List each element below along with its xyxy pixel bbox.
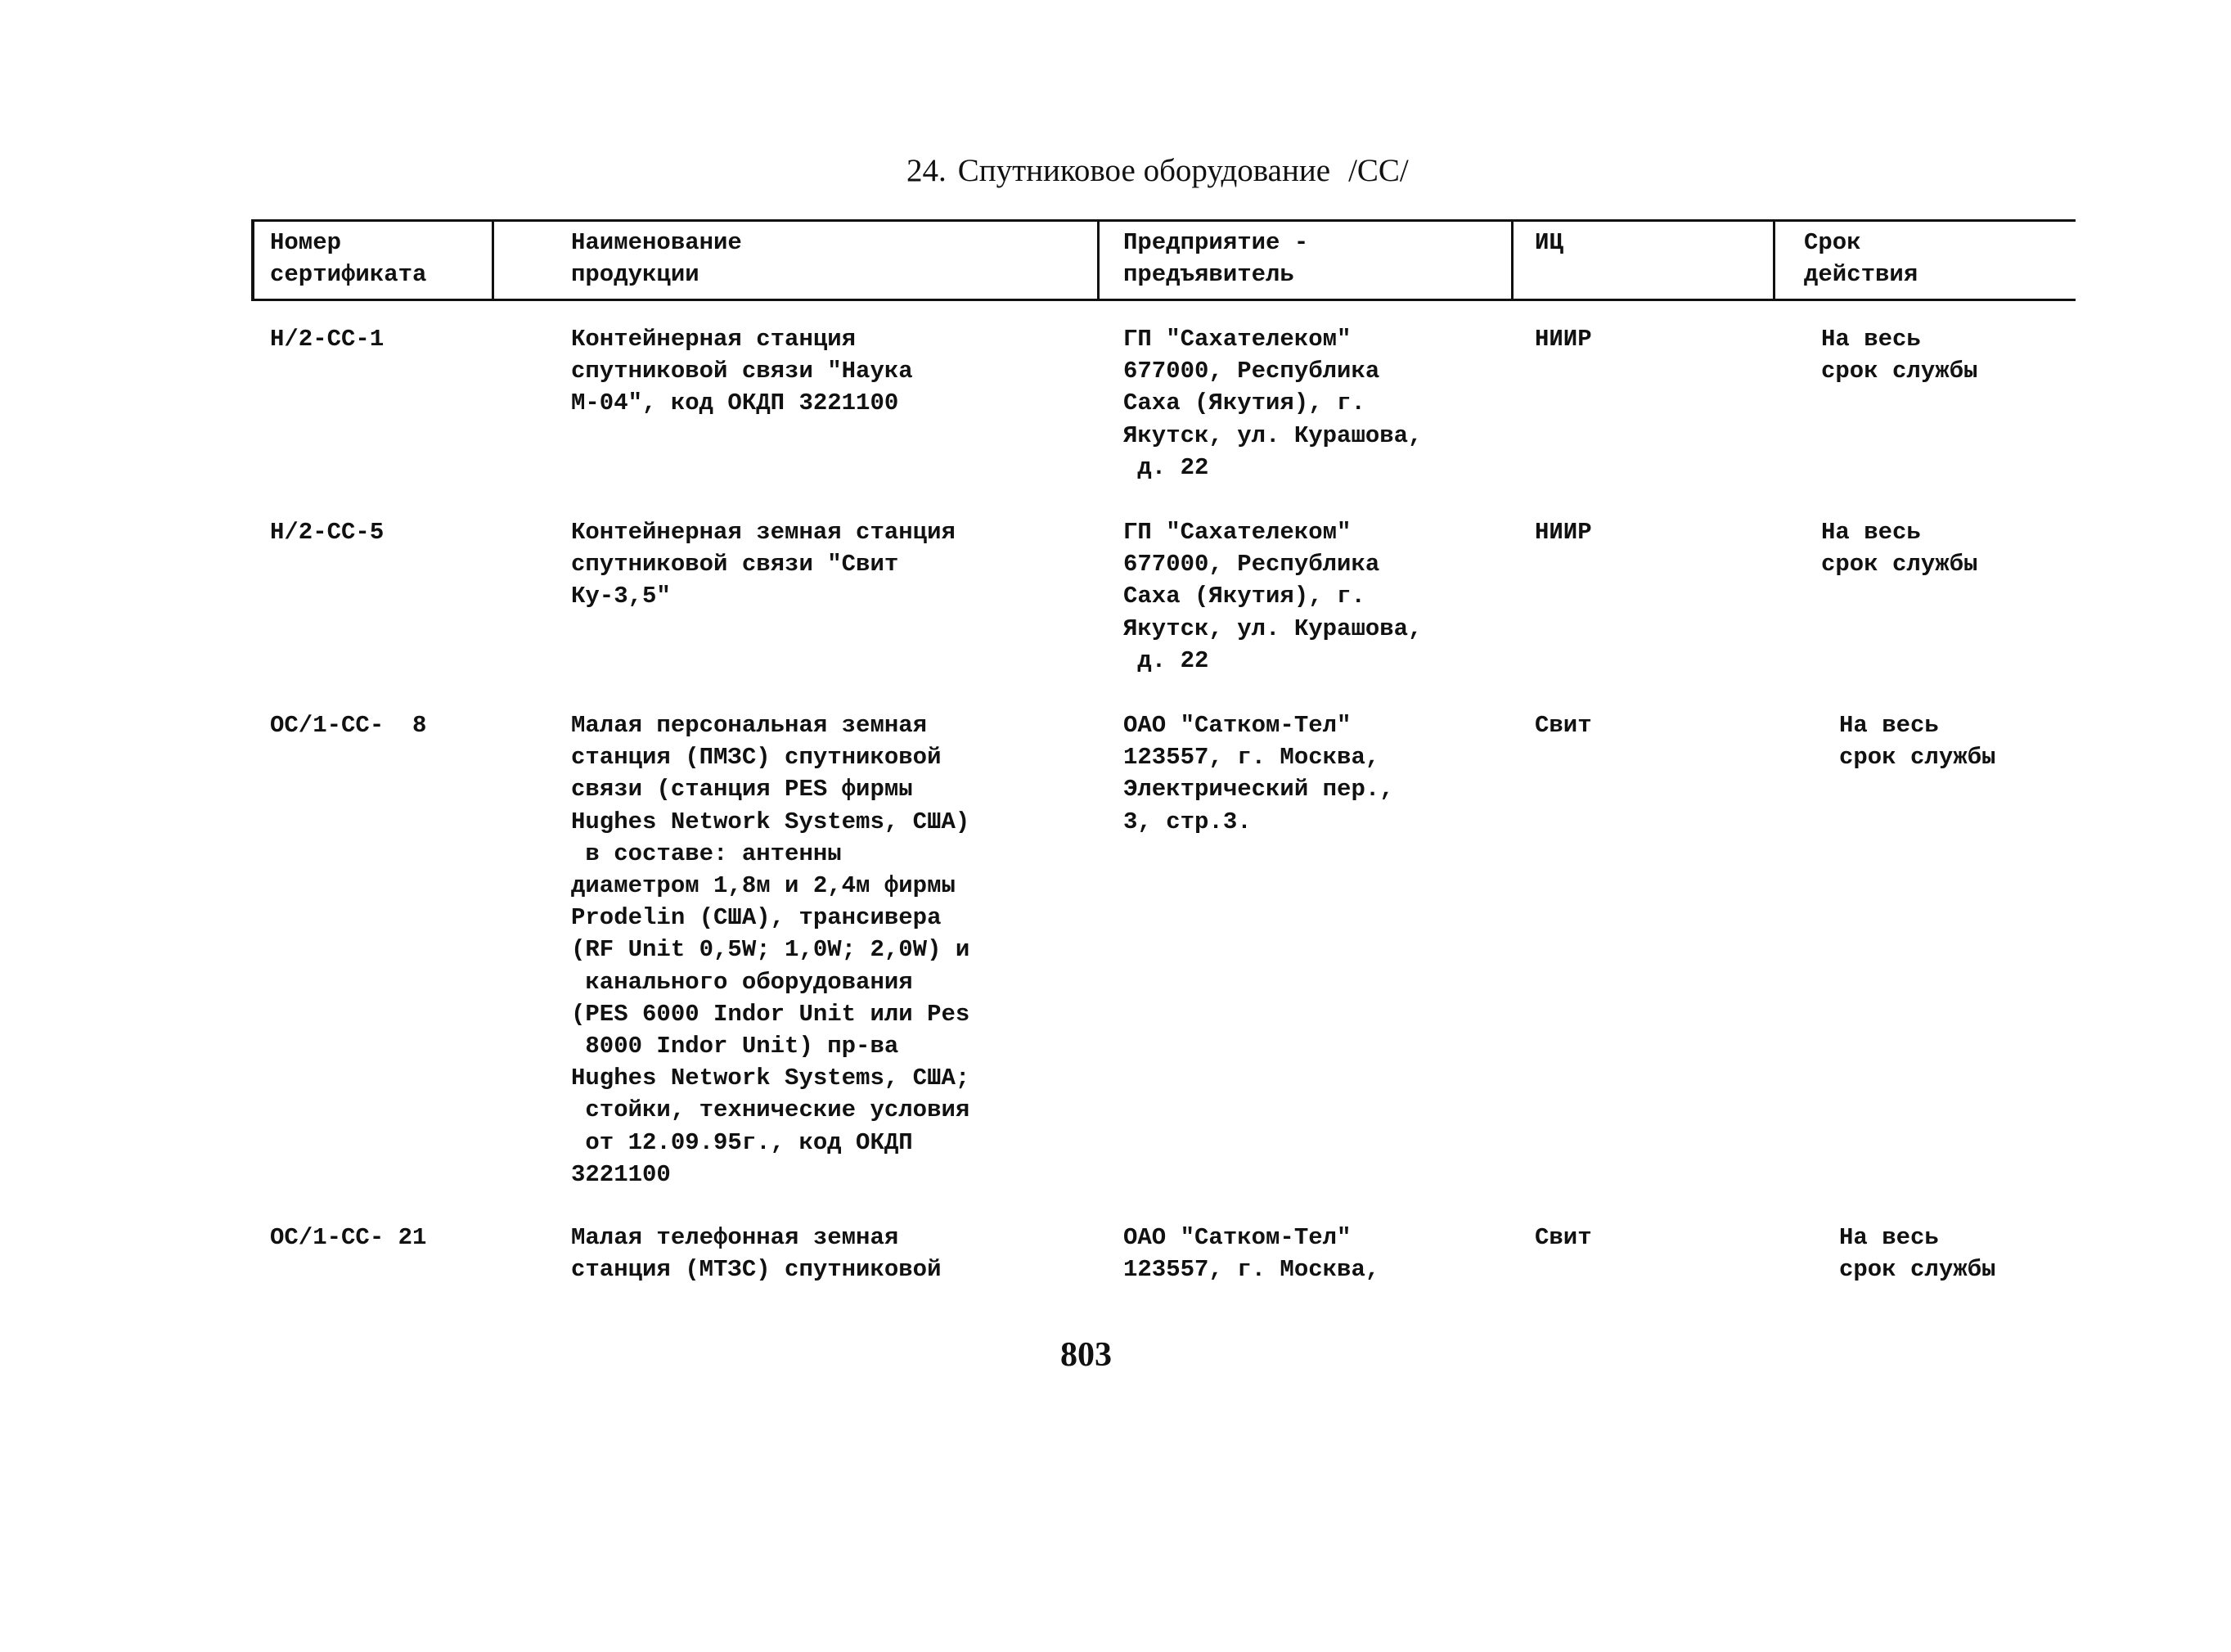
header-divider [1097, 219, 1100, 301]
section-title: Спутниковое оборудование [957, 153, 1331, 188]
cert-number: Н/2-СС-5 [270, 519, 385, 546]
cert-number: ОС/1-СС- 21 [270, 1224, 427, 1251]
column-header-cert: Номер сертификата [270, 229, 427, 288]
validity-term: На весь срок службы [1839, 1224, 1996, 1284]
testing-center: НИИР [1535, 519, 1592, 546]
applicant: ГП "Сахателеком" 677000, Республика Саха (Якутия), г. Якутск, ул. Курашова, д. 22 [1123, 519, 1423, 674]
page-title [906, 152, 1409, 189]
applicant: ОАО "Сатком-Тел" 123557, г. Москва, Электрический пер., 3, стр.3. [1123, 712, 1394, 835]
cert-number: ОС/1-СС- 8 [270, 712, 427, 739]
header-divider [1511, 219, 1514, 301]
product-name: Малая телефонная земная станция (МТЗС) спутниковой [571, 1224, 942, 1284]
product-name: Малая персональная земная станция (ПМЗС) спутниковой связи (станция PES фирмы Hughes Network Systems, США) в составе: антенны диаметром 1,8м и 2,4м фирмы Prodelin (США), трансивера (RF Unit 0,5W; 1,0W; 2,0W) и канального оборудования (PES 6000 Indor Unit или Pes 8000 Indor Unit) пр-ва Hughes Network Systems, США; стойки, технические условия от 12.09.95г., код ОКДП 3221100 [571, 712, 970, 1188]
validity-term: На весь срок службы [1821, 326, 1978, 385]
applicant: ОАО "Сатком-Тел" 123557, г. Москва, [1123, 1224, 1380, 1284]
testing-center: Свит [1535, 712, 1592, 739]
validity-term: На весь срок службы [1839, 712, 1996, 772]
column-header-ic: ИЦ [1535, 229, 1563, 256]
applicant: ГП "Сахателеком" 677000, Республика Саха (Якутия), г. Якутск, ул. Курашова, д. 22 [1123, 326, 1423, 481]
column-header-term: Срок действия [1804, 229, 1918, 288]
header-divider [1773, 219, 1775, 301]
section-number: 24. [906, 153, 947, 188]
cert-number: Н/2-СС-1 [270, 326, 385, 353]
column-header-applicant: Предприятие - предъявитель [1123, 229, 1309, 288]
testing-center: НИИР [1535, 326, 1592, 353]
product-name: Контейнерная земная станция спутниковой связи "Свит Ку-3,5" [571, 519, 956, 610]
column-header-product: Наименование продукции [571, 229, 742, 288]
testing-center: Свит [1535, 1224, 1592, 1251]
header-divider [492, 219, 494, 301]
section-code: /CC/ [1348, 153, 1409, 188]
product-name: Контейнерная станция спутниковой связи "Наука М-04", код ОКДП 3221100 [571, 326, 913, 417]
page-number: 803 [1060, 1336, 1112, 1374]
validity-term: На весь срок службы [1821, 519, 1978, 578]
